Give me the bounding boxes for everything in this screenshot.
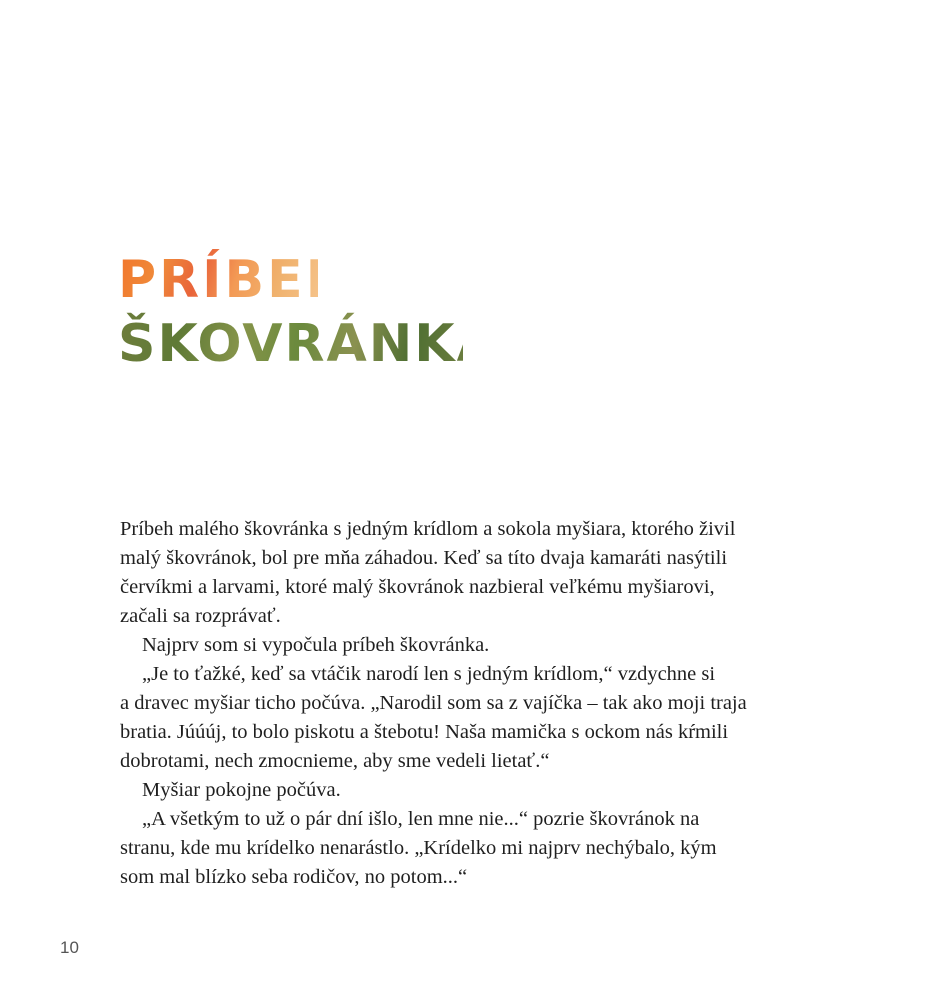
story-line: Príbeh malého škovránka s jedným krídlom a sokola myšiara, ktorého živil <box>120 518 736 540</box>
story-line: som mal blízko seba rodičov, no potom...“ <box>120 866 468 888</box>
story-line: a dravec myšiar ticho počúva. „Narodil som sa z vajíčka – tak ako moji traja <box>120 692 747 714</box>
story-line: malý škovránok, bol pre mňa záhadou. Keď sa títo dvaja kamaráti nasýtili <box>120 547 728 569</box>
chapter-title-line-1: PRÍBEH <box>118 250 353 310</box>
story-line: Najprv som si vypočula príbeh škovránka. <box>142 634 490 656</box>
story-text <box>120 515 800 892</box>
chapter-title-line-2: ŠKOVRÁNKA <box>118 314 499 374</box>
story-line: „Je to ťažké, keď sa vtáčik narodí len s jedným krídlom,“ vzdychne si <box>142 663 716 685</box>
story-line: Myšiar pokojne počúva. <box>142 779 341 801</box>
story-line: bratia. Júúúj, to bolo piskotu a štebotu! Naša mamička s ockom nás kŕmili <box>120 721 729 743</box>
story-line: dobrotami, nech zmocnieme, aby sme vedeli lietať.“ <box>120 750 550 772</box>
story-line: začali sa rozprávať. <box>120 605 281 627</box>
chapter-title <box>118 248 499 376</box>
story-line: „A všetkým to už o pár dní išlo, len mne nie...“ pozrie škovránok na <box>142 808 700 830</box>
story-line: červíkmi a larvami, ktoré malý škovránok nazbieral veľkému myšiarovi, <box>120 576 715 598</box>
story-line: stranu, kde mu krídelko nenarástlo. „Krídelko mi najprv nechýbalo, kým <box>120 837 717 859</box>
page-number: 10 <box>60 938 79 957</box>
